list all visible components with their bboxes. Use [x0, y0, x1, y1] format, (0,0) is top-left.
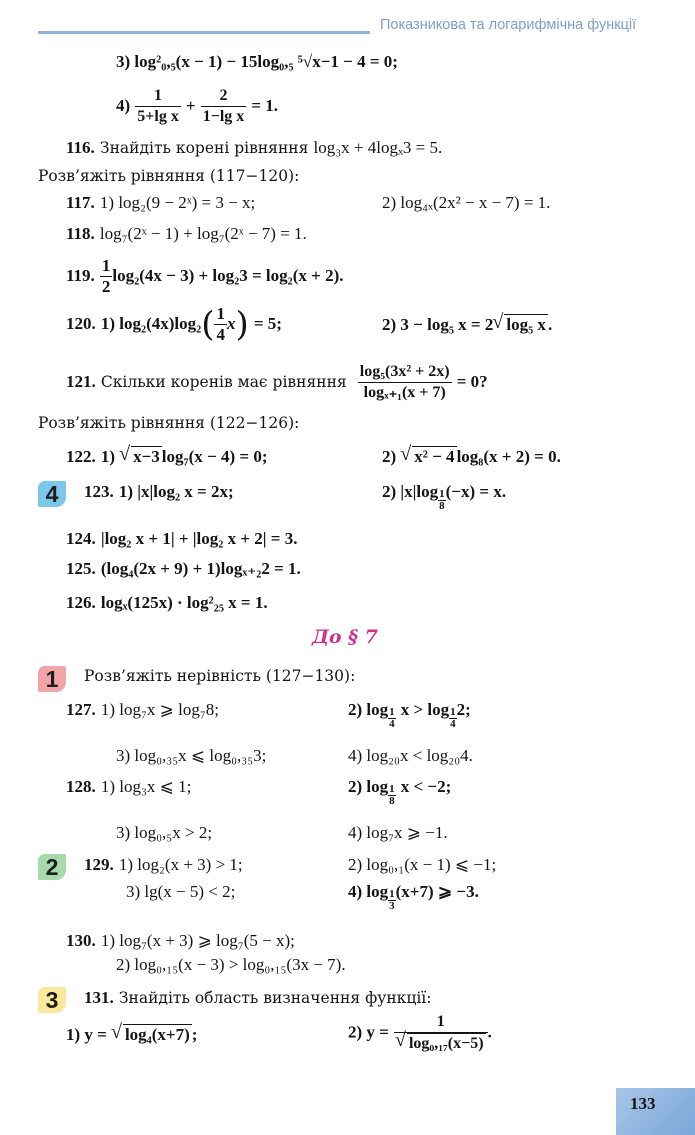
- problem-text: Знайдіть область визначення функції:: [118, 989, 432, 1007]
- problem-123: [84, 482, 234, 502]
- problem-131: [84, 988, 431, 1008]
- problem-126: [66, 593, 268, 613]
- part-2-end: 2;: [456, 700, 471, 719]
- part-1: 1) log₇x ⩾ log₇8;: [100, 700, 220, 719]
- radicand: x² − 4: [414, 447, 455, 466]
- denominator: 3: [389, 900, 395, 912]
- fraction-quarter: [214, 304, 227, 345]
- numerator: 1: [394, 1012, 488, 1033]
- problem-number: 117.: [66, 193, 95, 212]
- period: .: [547, 315, 553, 334]
- denominator: 4: [450, 718, 456, 730]
- problem-127-part-2: [348, 700, 471, 730]
- fraction: [358, 362, 452, 403]
- problem-number: 125.: [66, 559, 96, 578]
- problem-number: 127.: [66, 700, 96, 719]
- equation: log₂(4x − 3) + log₂3 = log₂(x + 2).: [112, 266, 344, 285]
- denominator: 8: [439, 500, 445, 512]
- problem-117: [66, 193, 255, 213]
- numerator: 2: [201, 86, 247, 107]
- equals: = 1.: [251, 96, 279, 115]
- problem-number: 129.: [84, 855, 114, 874]
- problem-125: [66, 559, 301, 579]
- problem-number: 123.: [84, 482, 114, 501]
- problem-129-part-4: [348, 882, 479, 912]
- problem-115-part3: 3) log²₀,₅(x − 1) − 15log₀,₅ ⁵√x−1 − 4 = 0;: [116, 52, 398, 71]
- level-3-badge: 3: [38, 987, 66, 1013]
- problem-number: 121.: [66, 372, 96, 391]
- problem-128-part-3: 3) log₀,₅x > 2;: [116, 823, 213, 842]
- problem-131-part-1: [66, 1024, 197, 1045]
- problem-129: [84, 855, 243, 875]
- part-2-middle: x > log: [400, 700, 450, 719]
- part-1: 1) log₂(x + 3) > 1;: [118, 855, 243, 874]
- problem-121: [66, 362, 488, 403]
- part-1-rest: log₇(x − 4) = 0;: [161, 447, 268, 466]
- sqrt: [401, 446, 456, 467]
- problem-number: 120.: [66, 314, 96, 333]
- semicolon: ;: [191, 1025, 198, 1044]
- instruction-122-126: Розв’яжіть рівняння (122−126):: [38, 414, 300, 432]
- equation: log₇(2ˣ − 1) + log₇(2ˣ − 7) = 1.: [99, 224, 307, 243]
- base-fraction-1: [388, 707, 396, 730]
- numerator: 1: [389, 783, 395, 795]
- radicand: log₄(x+7): [124, 1025, 190, 1044]
- problem-119: [66, 256, 344, 297]
- numerator: 1: [450, 706, 456, 718]
- sqrt: [112, 1024, 192, 1045]
- variable: x: [226, 314, 236, 333]
- equation: (log₄(2x + 9) + 1)logₓ₊₂2 = 1.: [100, 559, 301, 578]
- problem-131-part-2: [348, 1012, 492, 1054]
- base-fraction: [388, 784, 396, 807]
- page-number: 133: [630, 1094, 656, 1113]
- problem-127-part-4: 4) log₂₀x < log₂₀4.: [348, 746, 473, 765]
- level-4-badge: 4: [38, 481, 66, 507]
- radicand: x−3: [133, 447, 160, 466]
- problem-number: 126.: [66, 593, 96, 612]
- part-2-start: 2) y =: [348, 1022, 389, 1042]
- part-1: 1) log₃x ⩽ 1;: [100, 777, 192, 796]
- sqrt: [120, 446, 162, 467]
- part-1-start: 1) log₂(4x)log₂: [100, 314, 202, 333]
- fraction-2: [201, 86, 247, 127]
- part-2-end: (−x) = x.: [445, 482, 507, 501]
- level-2-badge: 2: [38, 854, 66, 880]
- part-1: 1) log₂(9 − 2ˣ) = 3 − x;: [99, 193, 256, 212]
- problem-128-part-2: [348, 777, 451, 807]
- page-number-tab: [616, 1088, 695, 1135]
- problem-130: [66, 931, 295, 951]
- numerator: 1: [216, 304, 225, 323]
- problem-number: 116.: [66, 138, 95, 157]
- problem-124: [66, 529, 297, 549]
- numerator: 1: [439, 488, 445, 500]
- problem-122-part-2: [382, 446, 561, 467]
- denominator: 8: [389, 795, 395, 807]
- part-1-label: 1): [100, 447, 116, 466]
- problem-number: 119.: [66, 266, 95, 285]
- fraction: [394, 1012, 488, 1054]
- problem-128: [66, 777, 191, 797]
- numerator: 1: [101, 256, 111, 275]
- part-1-start: 1) y =: [66, 1025, 107, 1044]
- numerator: 1: [389, 706, 395, 718]
- denominator: 5+lg x: [137, 108, 179, 125]
- part-2-start: 2) |x|log: [382, 482, 439, 501]
- denominator: 4: [216, 325, 225, 344]
- problem-127-part-3: 3) log₀,₃₅x ⩽ log₀,₃₅3;: [116, 746, 267, 765]
- fraction-half: [100, 256, 113, 297]
- part-1: 1) log₇(x + 3) ⩾ log₇(5 − x);: [100, 931, 295, 950]
- problem-129-part-2: 2) log₀,₁(x − 1) ⩽ −1;: [348, 855, 497, 874]
- part-1-end: = 5;: [253, 314, 282, 333]
- denominator: 1−lg x: [202, 108, 245, 125]
- section-title: До § 7: [312, 626, 378, 648]
- header-title: Показникова та логарифмічна функції: [380, 17, 637, 33]
- problem-number: 128.: [66, 777, 96, 796]
- part-2-start: 2) log: [348, 777, 389, 796]
- problem-120: 120. 1) log₂(4x)log₂( $\frac{1}{4}$ x) = 5;: [66, 304, 282, 345]
- equation: log₃x + 4logₓ3 = 5.: [313, 138, 443, 157]
- problem-115-part4: 4) $\frac{1}{\text{5+lg x}}$ + $\frac{2}{\text{1−lg x}}$ = 1.: [116, 87, 279, 125]
- period: .: [487, 1022, 492, 1042]
- problem-number: 118.: [66, 224, 95, 243]
- problem-number: 122.: [66, 447, 96, 466]
- problem-120-part-2: [382, 314, 552, 335]
- problem-127: [66, 700, 219, 720]
- denominator: logₓ₊₁(x + 7): [363, 384, 446, 401]
- problem-number: 124.: [66, 529, 96, 548]
- denominator: 2: [101, 277, 111, 296]
- base-fraction: [388, 889, 396, 912]
- header-rule: [38, 31, 370, 34]
- part-2-start: 2) log: [348, 700, 389, 719]
- equation: |log₂ x + 1| + |log₂ x + 2| = 3.: [100, 529, 298, 548]
- part-2-end: x < −2;: [400, 777, 452, 796]
- problem-123-part-2: [382, 482, 506, 512]
- part-2-start: 2) 3 − log₅ x = 2: [382, 315, 494, 334]
- label: 4): [116, 96, 131, 115]
- part-1: 1) |x|log₂ x = 2x;: [118, 482, 234, 501]
- problem-118: [66, 224, 307, 244]
- base-fraction: [438, 489, 446, 512]
- fraction-1: [135, 86, 181, 127]
- base-fraction-2: [449, 707, 457, 730]
- problem-122: [66, 446, 267, 467]
- problem-116: [66, 138, 442, 158]
- sqrt: [493, 314, 548, 335]
- equals: = 0?: [456, 372, 488, 391]
- numerator: 1: [135, 86, 181, 107]
- problem-129-part-3: 3) lg(x − 5) < 2;: [126, 882, 236, 901]
- denominator: 4: [389, 718, 395, 730]
- problem-117-part-2: 2) log₄ₓ(2x² − x − 7) = 1.: [382, 193, 551, 212]
- numerator: log₅(3x² + 2x): [358, 362, 452, 383]
- radicand: log₅ x: [506, 315, 546, 334]
- problem-128-part-4: 4) log₇x ⩾ −1.: [348, 823, 448, 842]
- level-1-badge: 1: [38, 666, 66, 692]
- numerator: 1: [389, 888, 395, 900]
- problem-text: Знайдіть корені рівняння: [99, 139, 309, 157]
- sqrt: [396, 1033, 486, 1054]
- problem-number: 131.: [84, 988, 114, 1007]
- problem-text: Скільки коренів має рівняння: [100, 373, 347, 391]
- equation: logₓ(125x) · log²₂₅ x = 1.: [100, 593, 268, 612]
- problem-130-part-2: 2) log₀,₁₅(x − 3) > log₀,₁₅(3x − 7).: [116, 955, 346, 974]
- problem-number: 130.: [66, 931, 96, 950]
- part-4-end: (x+7) ⩾ −3.: [395, 882, 479, 901]
- radicand: log₀,₁₇(x−5): [408, 1035, 484, 1052]
- instruction-127-130: Розв’яжіть нерівність (127−130):: [84, 667, 356, 685]
- part-2-label: 2): [382, 447, 397, 466]
- part-4-start: 4) log: [348, 882, 389, 901]
- part-2-rest: log₈(x + 2) = 0.: [456, 447, 561, 466]
- instruction-117-120: Розв’яжіть рівняння (117−120):: [38, 167, 300, 185]
